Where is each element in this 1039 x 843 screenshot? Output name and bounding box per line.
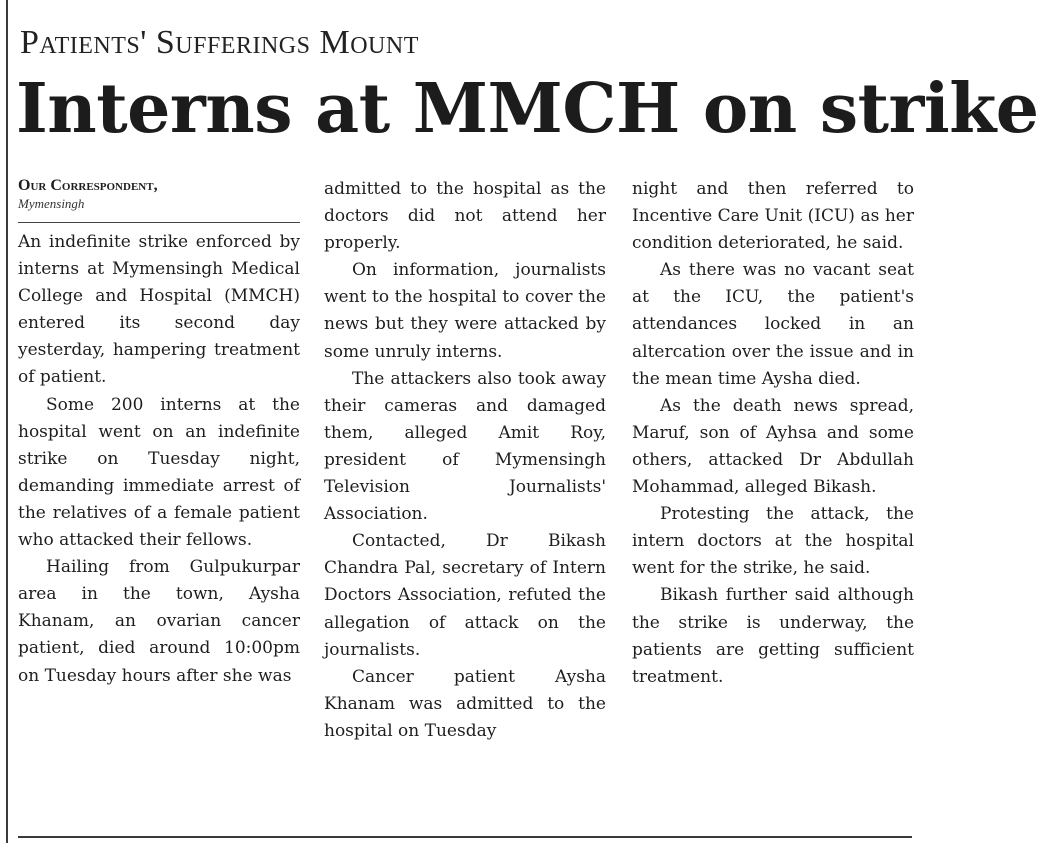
byline-name: Our Correspondent, — [18, 177, 158, 194]
left-column-rule — [6, 0, 8, 843]
main-headline: Interns at MMCH on strike — [16, 69, 1039, 149]
paragraph: Protesting the attack, the intern doctors at the hospital went for the strike, he said. — [632, 504, 914, 579]
paragraph: Contacted, Dr Bikash Chandra Pal, secretary of Intern Doctors Association, refuted the allegation of attack on the journalists. — [324, 531, 606, 660]
paragraph: On information, journalists went to the hospital to cover the news but they were attacked by some unruly interns. — [324, 260, 606, 362]
paragraph: Cancer patient Aysha Khanam was admitted to the hospital on Tuesday — [324, 666, 606, 741]
bottom-rule — [18, 836, 912, 838]
paragraph: As the death news spread, Maruf, son of Ayhsa and some others, attacked Dr Abdullah Mohammad, alleged Bikash. — [632, 395, 914, 498]
byline-place: Mymensingh — [18, 196, 85, 211]
byline-divider — [18, 222, 300, 223]
article-column-1 — [18, 176, 300, 690]
byline — [18, 176, 300, 212]
paragraph: Hailing from Gulpukurpar area in the town, Aysha Khanam, an ovarian cancer patient, died around 10:00pm on Tuesday hours after she was — [18, 557, 300, 686]
paragraph: Some 200 interns at the hospital went on an indefinite strike on Tuesday night, demanding immediate arrest of the relatives of a female patient who attacked their fellows. — [18, 394, 300, 551]
paragraph: Bikash further said although the strike is underway, the patients are getting sufficient treatment. — [632, 585, 914, 687]
paragraph: admitted to the hospital as the doctors did not attend her properly. — [324, 179, 606, 254]
kicker-headline: Patients' Sufferings Mount — [20, 24, 419, 61]
article-column-3 — [632, 176, 914, 691]
paragraph: night and then referred to Incentive Care Unit (ICU) as her condition deteriorated, he said. — [632, 179, 914, 254]
paragraph: The attackers also took away their cameras and damaged them, alleged Amit Roy, president of Mymensingh Television Journalists' Association. — [324, 368, 606, 525]
article-column-2 — [324, 176, 606, 745]
paragraph: As there was no vacant seat at the ICU, the patient's attendances locked in an altercation over the issue and in the mean time Aysha died. — [632, 260, 914, 389]
paragraph: An indefinite strike enforced by interns at Mymensingh Medical College and Hospital (MMCH) entered its second day yesterday, hampering treatment of patient. — [18, 232, 300, 388]
